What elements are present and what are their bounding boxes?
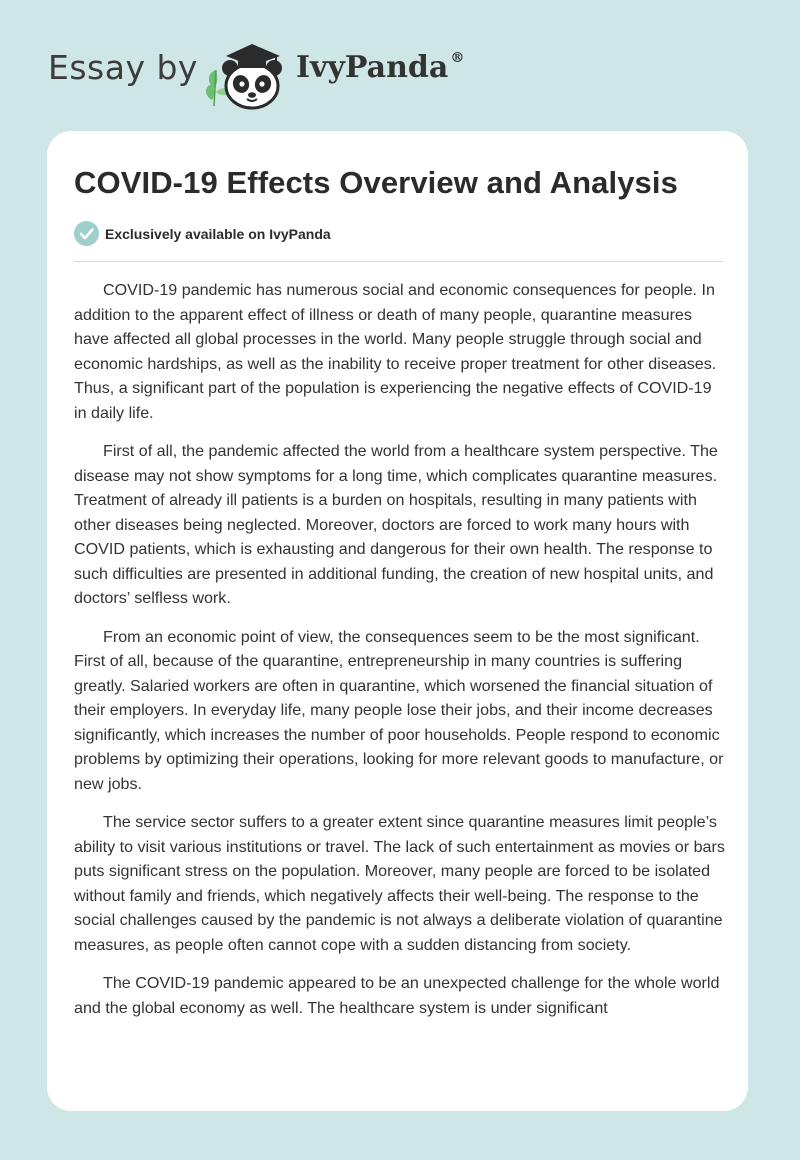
check-circle-icon <box>74 221 99 246</box>
page-title: COVID-19 Effects Overview and Analysis <box>74 165 678 200</box>
exclusive-label: Exclusively available on IvyPanda <box>105 225 331 242</box>
site-header <box>0 0 800 130</box>
panda-graduate-icon[interactable] <box>200 38 292 110</box>
brand-logo-text[interactable] <box>296 50 464 85</box>
essay-paragraph: COVID-19 pandemic has numerous social and economic consequences for people. In addition to the apparent effect of illness or death of many people, quarantine measures have affected all global processes in the world. Many people struggle through social and economic hardships, as well as the inability to receive proper treatment for other diseases. Thus, a significant part of the population is experiencing the negative effects of COVID-19 in daily life. <box>74 281 717 422</box>
registered-mark: ® <box>450 50 465 66</box>
divider <box>74 261 723 262</box>
essay-card <box>47 131 748 1111</box>
essay-paragraph: The service sector suffers to a greater extent since quarantine measures limit people’s ability to visit various institutions or travel. The lack of such entertainment as movies or bars puts significant stress on the population. Moreover, many people are forced to be isolated without family and friends, which negatively affects their well-being. The response to the social challenges caused by the pandemic is not always a deliberate violation of quarantine measures, as people often cannot cope with a sudden distancing from society. <box>74 813 725 954</box>
essay-body <box>74 278 726 1034</box>
essay-paragraph: First of all, the pandemic affected the world from a healthcare system perspective. The disease may not show symptoms for a long time, which complicates quarantine measures. Treatment of already ill patients is a burden on hospitals, resulting in many patients with other diseases being neglected. Moreover, doctors are forced to work many hours with COVID patients, which is exhausting and dangerous for their own health. The response to such difficulties are presented in additional funding, the creation of new hospital units, and doctors’ selfless work. <box>74 442 718 607</box>
brand-prefix: Essay by <box>48 48 198 87</box>
essay-paragraph: From an economic point of view, the consequences seem to be the most significant. First of all, because of the quarantine, entrepreneurship in many countries is suffering greatly. Salaried workers are often in quarantine, which worsened the financial situation of their employers. In everyday life, many people lose their jobs, and their income decreases significantly, which increases the number of poor households. People respond to economic problems by optimizing their operations, looking for more relevant goods to manufacture, or new jobs. <box>74 627 724 793</box>
essay-paragraph: The COVID-19 pandemic appeared to be an unexpected challenge for the whole world and the global economy as well. The healthcare system is under significant <box>74 974 720 1017</box>
exclusive-badge <box>74 221 331 246</box>
brand-name: IvyPanda <box>296 50 449 85</box>
